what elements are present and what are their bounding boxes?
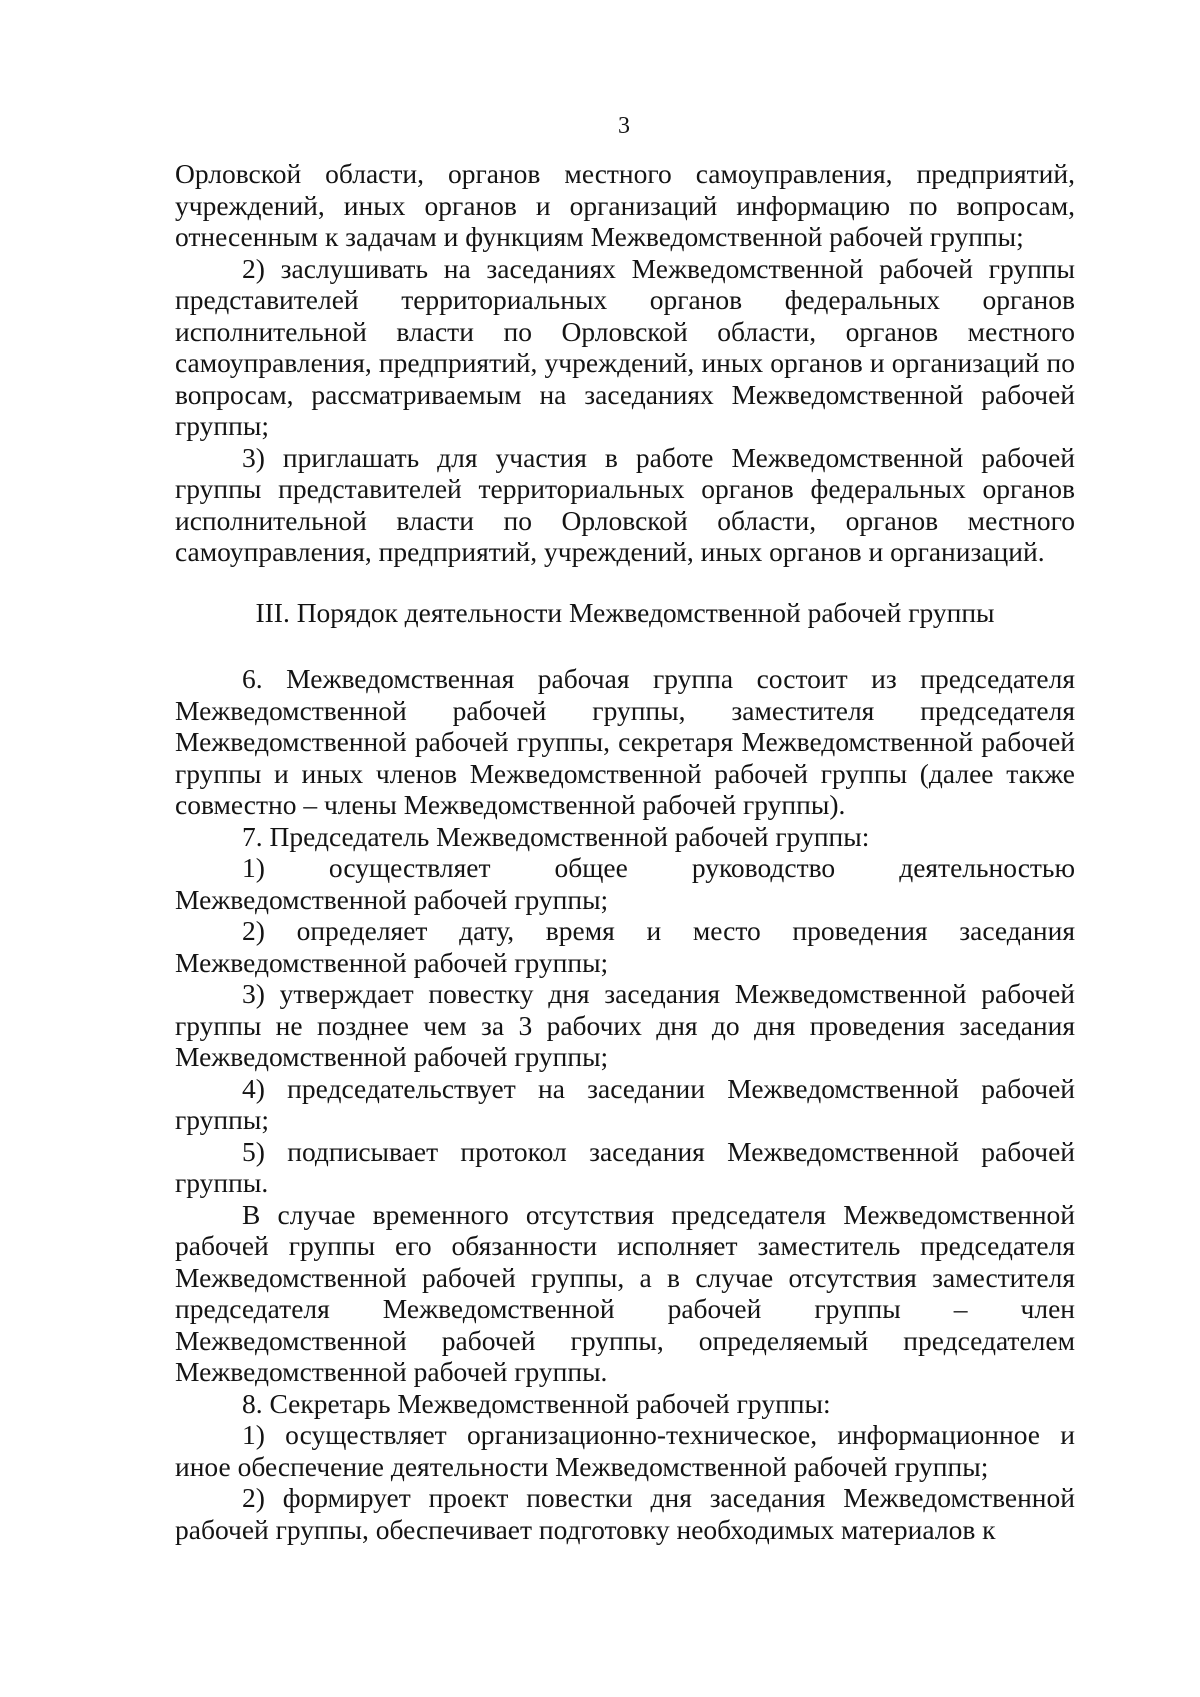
document-body bbox=[175, 158, 1075, 1545]
paragraph-8-item-2: 2) формирует проект повестки дня заседания Межведомственной рабочей группы, обеспечивает подготовку необходимых материалов к bbox=[175, 1482, 1075, 1545]
paragraph-6-composition: 6. Межведомственная рабочая группа состоит из председателя Межведомственной рабочей группы, заместителя председателя Межведомственной рабочей группы, секретаря Межведомственной рабочей группы и иных членов Межведомственной рабочей группы (далее также совместно – члены Межведомственной рабочей группы). bbox=[175, 663, 1075, 820]
paragraph-continuation: Орловской области, органов местного самоуправления, предприятий, учреждений, иных органов и организаций информацию по вопросам, отнесенным к задачам и функциям Межведомственной рабочей группы; bbox=[175, 158, 1075, 252]
paragraph-8-item-1: 1) осуществляет организационно-техническое, информационное и иное обеспечение деятельности Межведомственной рабочей группы; bbox=[175, 1419, 1075, 1482]
paragraph-7-chairman: 7. Председатель Межведомственной рабочей группы: bbox=[242, 820, 870, 852]
paragraph-item-2-hear-representatives: 2) заслушивать на заседаниях Межведомственной рабочей группы представителей территориальных органов федеральных органов исполнительной власти по Орловской области, органов местного самоуправления, предприятий, учреждений, иных органов и организаций по вопросам, рассматриваемым на заседаниях Межведомственной рабочей группы; bbox=[175, 252, 1075, 441]
paragraph-8-secretary: 8. Секретарь Межведомственной рабочей группы: bbox=[242, 1387, 831, 1419]
paragraph-7-absence: В случае временного отсутствия председателя Межведомственной рабочей группы его обязанности исполняет заместитель председателя Межведомственной рабочей группы, а в случае отсутствия заместителя председателя Межведомственной рабочей группы – член Межведомственной рабочей группы, определяемый председателем Межведомственной рабочей группы. bbox=[175, 1198, 1075, 1387]
section-heading-procedure: III. Порядок деятельности Межведомственной рабочей группы bbox=[255, 596, 995, 628]
paragraph-7-item-1: 1) осуществляет общее руководство деятельностью Межведомственной рабочей группы; bbox=[175, 852, 1075, 915]
paragraph-item-3-invite-representatives: 3) приглашать для участия в работе Межведомственной рабочей группы представителей территориальных органов федеральных органов исполнительной власти по Орловской области, органов местного самоуправления, предприятий, учреждений, иных органов и организаций. bbox=[175, 441, 1075, 567]
paragraph-7-item-3: 3) утверждает повестку дня заседания Межведомственной рабочей группы не позднее чем за 3 рабочих дня до дня проведения заседания Межведомственной рабочей группы; bbox=[175, 978, 1075, 1072]
paragraph-7-item-2: 2) определяет дату, время и место проведения заседания Межведомственной рабочей группы; bbox=[175, 915, 1075, 978]
paragraph-7-item-4: 4) председательствует на заседании Межведомственной рабочей группы; bbox=[175, 1072, 1075, 1135]
page-number: 3 bbox=[618, 113, 630, 139]
paragraph-7-item-5: 5) подписывает протокол заседания Межведомственной рабочей группы. bbox=[175, 1135, 1075, 1198]
